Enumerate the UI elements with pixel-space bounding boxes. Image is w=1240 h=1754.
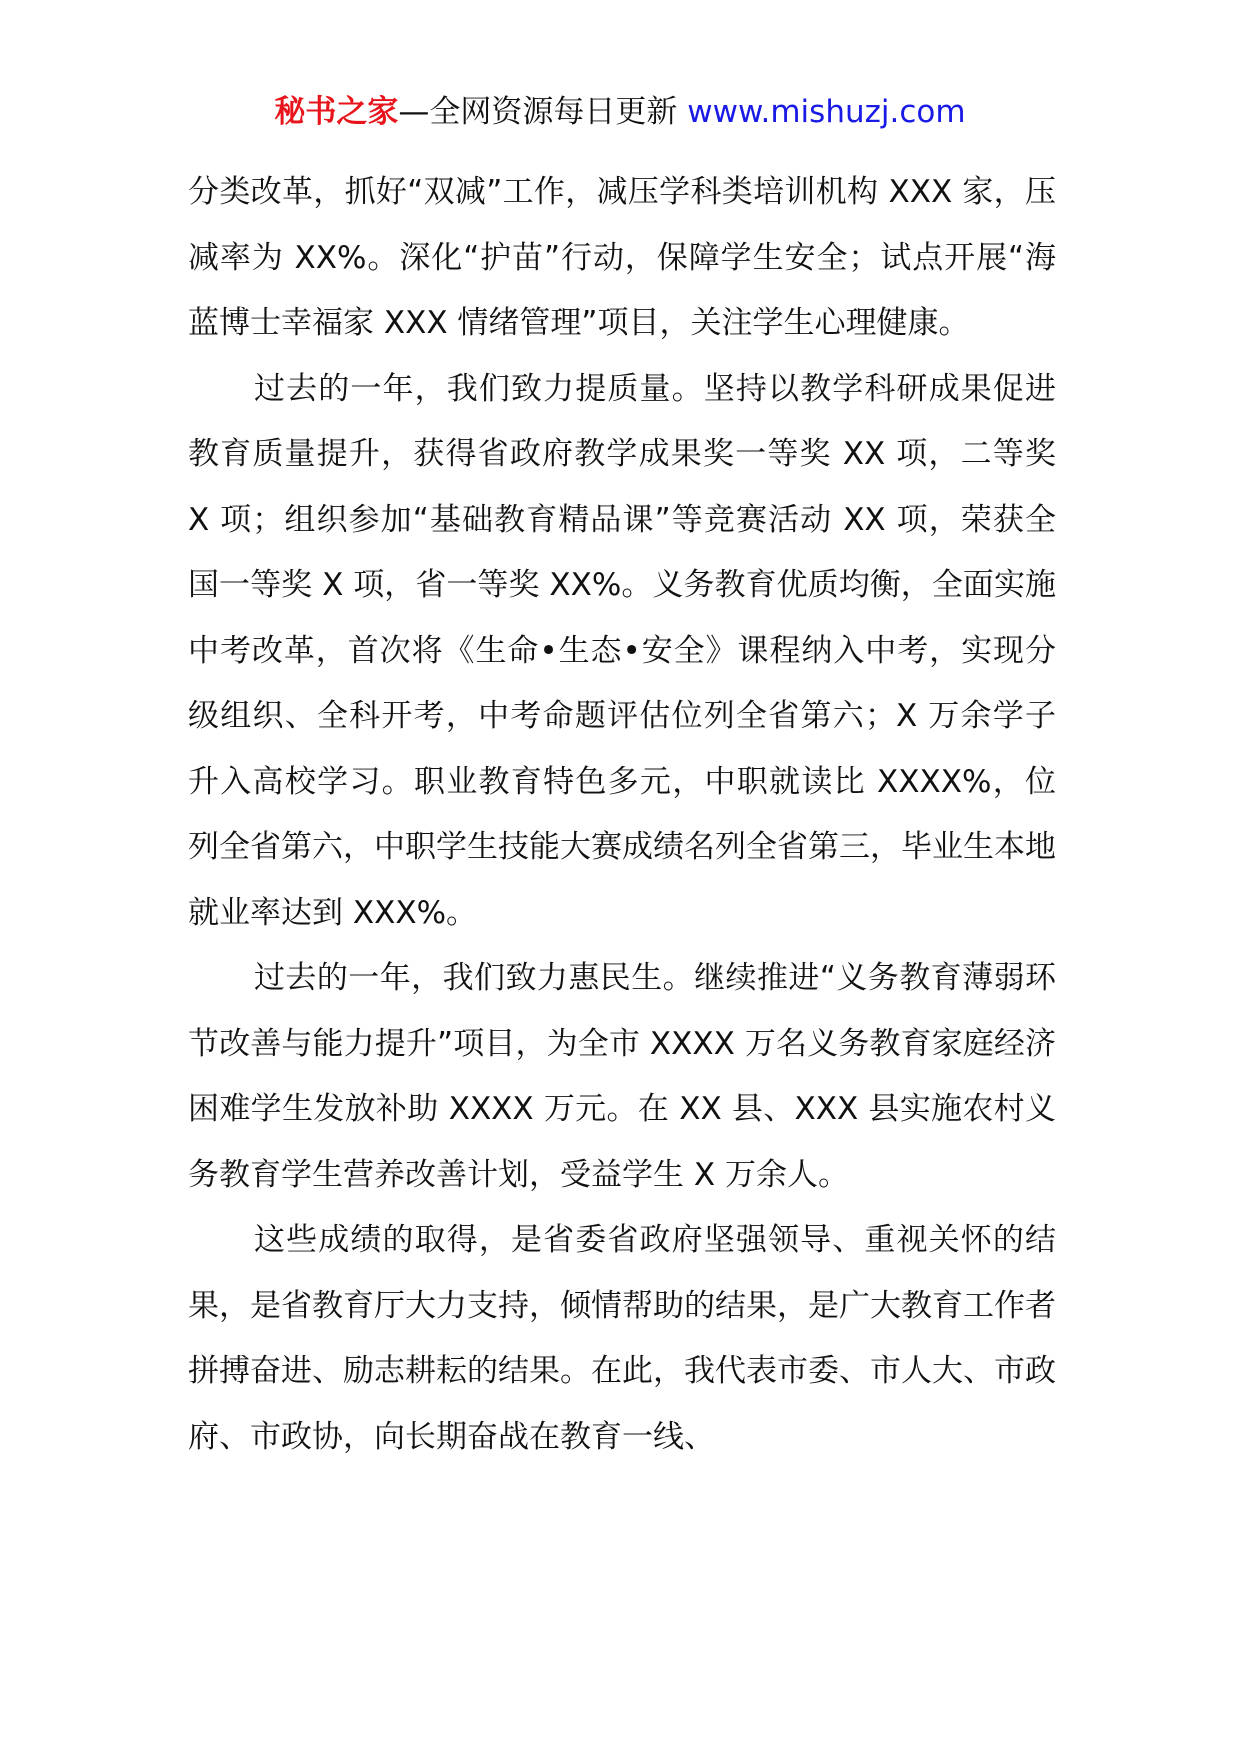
site-url-link[interactable]: www.mishuzj.com (687, 94, 966, 130)
document-body (188, 160, 1056, 1470)
paragraph-acknowledgement: 这些成绩的取得，是省委省政府坚强领导、重视关怀的结果，是省教育厅大力支持，倾情帮助的结果，是广大教育工作者拼搏奋进、励志耕耘的结果。在此，我代表市委、市人大、市政府、市政协，向长期奋战在教育一线、 (188, 1222, 1056, 1455)
paragraph-continuation: 分类改革，抓好“双减”工作，减压学科类培训机构 XXX 家，压减率为 XX%。深化“护苗”行动，保障学生安全；试点开展“海蓝博士幸福家 XXX 情绪管理”项目，关注学生心理健康。 (188, 174, 1056, 341)
site-slogan: —全网资源每日更新 (398, 94, 688, 130)
site-brand: 秘书之家 (274, 94, 399, 130)
site-header (0, 90, 1240, 134)
paragraph-livelihood: 过去的一年，我们致力惠民生。继续推进“义务教育薄弱环节改善与能力提升”项目，为全市 XXXX 万名义务教育家庭经济困难学生发放补助 XXXX 万元。在 XX 县、XXX 县实施农村义务教育学生营养改善计划，受益学生 X 万余人。 (188, 960, 1056, 1193)
paragraph-quality: 过去的一年，我们致力提质量。坚持以教学科研成果促进教育质量提升，获得省政府教学成果奖一等奖 XX 项，二等奖 X 项；组织参加“基础教育精品课”等竞赛活动 XX 项，荣获全国一等奖 X 项，省一等奖 XX%。义务教育优质均衡，全面实施中考改革，首次将《生命•生态•安全》课程纳入中考，实现分级组织、全科开考，中考命题评估位列全省第六；X 万余学子升入高校学习。职业教育特色多元，中职就读比 XXXX%，位列全省第六，中职学生技能大赛成绩名列全省第三，毕业生本地就业率达到 XXX%。 (188, 370, 1056, 931)
